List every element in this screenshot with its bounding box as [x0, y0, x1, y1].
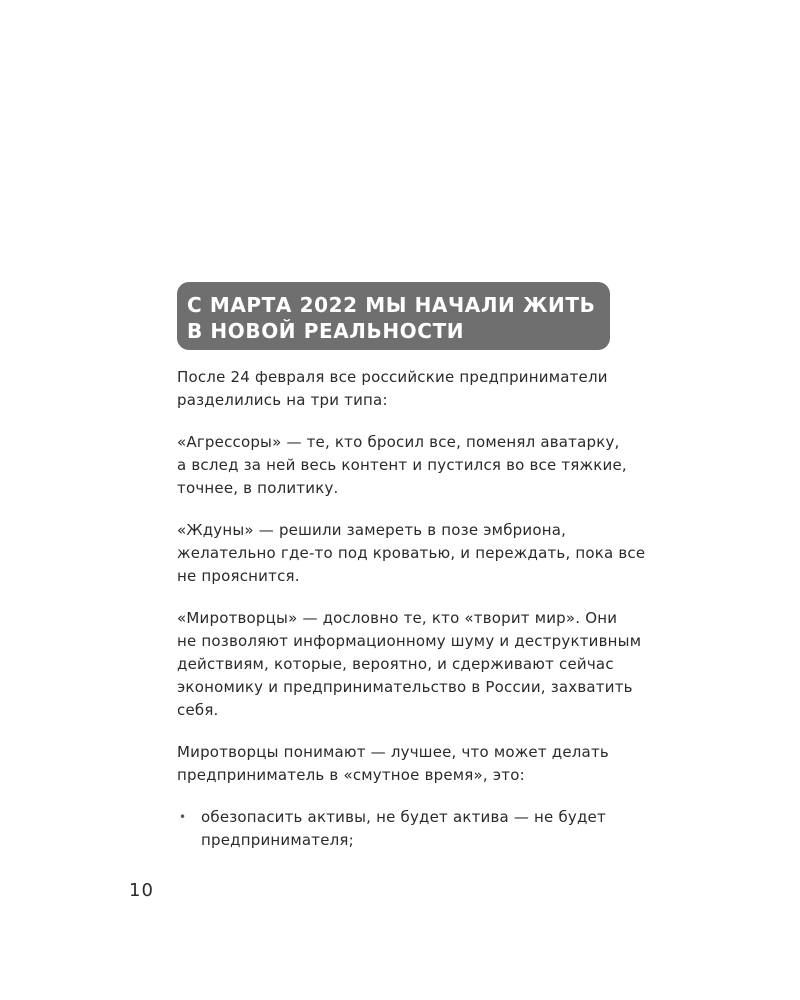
text-line: предприниматель в «смутное время», это:: [177, 766, 525, 784]
text-line: а вслед за ней весь контент и пустился во все тяжкие,: [177, 456, 627, 474]
heading-line-2: В НОВОЙ РЕАЛЬНОСТИ: [187, 319, 465, 343]
paragraph-intro: [177, 366, 697, 412]
text-line: «Агрессоры» — те, кто бросил все, поменял аватарку,: [177, 433, 620, 451]
text-line: обезопасить активы, не будет актива — не будет: [201, 808, 606, 826]
text-line: «Миротворцы» — дословно те, кто «творит мир». Они: [177, 609, 618, 627]
text-line: себя.: [177, 701, 219, 719]
text-line: желательно где-то под кроватью, и переждать, пока все: [177, 544, 646, 562]
text-line: точнее, в политику.: [177, 479, 339, 497]
text-line: Миротворцы понимают — лучшее, что может делать: [177, 743, 609, 761]
body-text: [177, 366, 697, 852]
paragraph-aggressors: [177, 431, 697, 500]
bullet-list-item: [177, 806, 697, 852]
text-line: «Ждуны» — решили замереть в позе эмбриона,: [177, 521, 567, 539]
paragraph-peacemakers: [177, 607, 697, 722]
paragraph-peacemakers-understand: [177, 741, 697, 787]
page-number: 10: [129, 880, 154, 901]
heading-line-1: С МАРТА 2022 МЫ НАЧАЛИ ЖИТЬ: [187, 293, 596, 317]
text-line: не прояснится.: [177, 567, 300, 585]
paragraph-waiters: [177, 519, 697, 588]
text-line: экономику и предпринимательство в России, захватить: [177, 678, 633, 696]
text-line: разделились на три типа:: [177, 391, 388, 409]
section-heading: [177, 282, 610, 350]
text-line: предпринимателя;: [201, 831, 354, 849]
text-line: не позволяют информационному шуму и деструктивным: [177, 632, 642, 650]
bullet-dot-icon: •: [179, 810, 187, 824]
text-line: После 24 февраля все российские предприниматели: [177, 368, 608, 386]
text-line: действиям, которые, вероятно, и сдерживают сейчас: [177, 655, 614, 673]
